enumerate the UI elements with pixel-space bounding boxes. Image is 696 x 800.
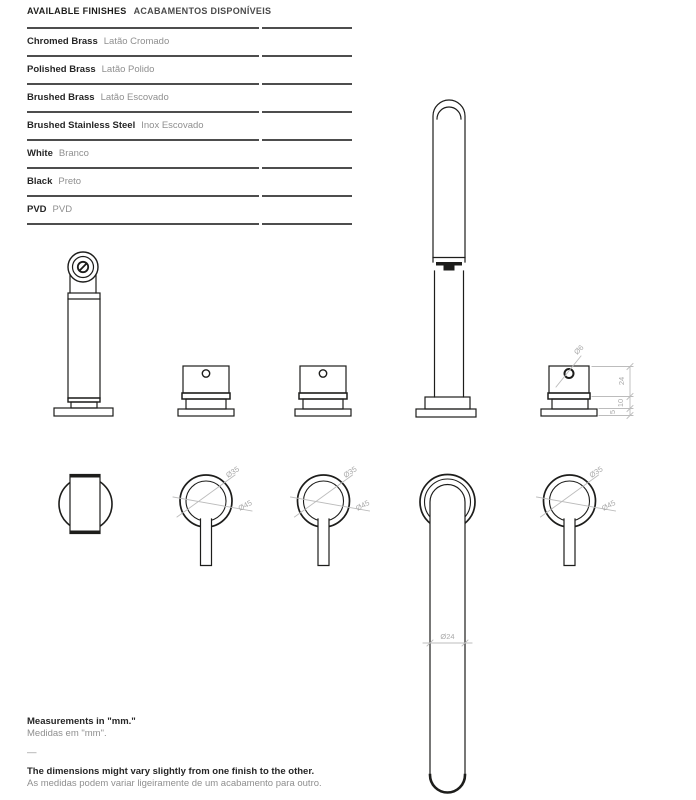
variation-note-en: The dimensions might vary slightly from one finish to the other.: [27, 766, 315, 777]
handle-top-view: [291, 464, 371, 565]
spout-top-view: [420, 475, 475, 793]
screw-slot: [80, 264, 87, 271]
spout-outline: [433, 100, 465, 262]
handle-lever: [564, 519, 575, 566]
notes-separator: —: [27, 747, 37, 758]
dim-label-outer-diameter: Ø45: [354, 498, 371, 513]
finish-name-pt: Latão Polido: [101, 64, 155, 76]
table-rule: [27, 223, 352, 225]
finish-name-pt: Preto: [58, 176, 82, 188]
available-finishes-table: [27, 0, 352, 225]
handle-top-view: [537, 464, 617, 565]
finish-name-pt: PVD: [52, 204, 73, 216]
dim-label-base-height: 10: [616, 398, 625, 408]
dim-label-plate-height: 5: [608, 409, 617, 415]
dim-label-inner-diameter: Ø35: [587, 464, 605, 480]
finish-name-pt: Latão Escovado: [100, 92, 169, 104]
finishes-title-en: AVAILABLE FINISHES: [27, 6, 127, 16]
handshower-side-view: [54, 252, 113, 416]
dim-label-tube-diameter: Ø24: [440, 632, 455, 641]
finish-name-en: Brushed Brass: [27, 92, 95, 104]
dim-label-pin-diameter: Ø6: [572, 342, 586, 357]
dim-label-body-height: 24: [617, 376, 626, 386]
finish-name-en: PVD: [27, 204, 47, 216]
measurements-note-en: Measurements in "mm.": [27, 716, 136, 727]
finish-row: [27, 197, 352, 224]
spout-side-view: [416, 100, 476, 417]
measurements-note-pt: Medidas em "mm".: [27, 728, 107, 739]
handle-lever: [201, 519, 212, 566]
finish-row: [27, 169, 352, 196]
finish-row: [27, 85, 352, 112]
finish-row: [27, 141, 352, 168]
finish-name-en: Black: [27, 176, 53, 188]
dim-label-outer-diameter: Ø45: [236, 498, 254, 513]
handle-side-view: [178, 366, 234, 416]
aerator-nozzle: [436, 262, 462, 271]
dim-label-inner-diameter: Ø35: [224, 464, 241, 480]
finishes-title: [27, 0, 352, 27]
finish-name-pt: Branco: [58, 148, 89, 160]
footer-notes: [27, 716, 322, 790]
finish-name-en: Brushed Stainless Steel: [27, 120, 136, 132]
handle-lever: [318, 519, 329, 566]
dim-label-inner-diameter: Ø35: [341, 464, 359, 480]
finish-name-pt: Inox Escovado: [141, 120, 204, 132]
finish-name-en: Polished Brass: [27, 64, 96, 76]
handle-side-view-dimensioned: [541, 343, 633, 419]
handle-side-view: [295, 366, 351, 416]
variation-note-pt: As medidas podem variar ligeiramente de um acabamento para outro.: [27, 778, 322, 789]
finish-row: [27, 113, 352, 140]
dim-label-outer-diameter: Ø45: [600, 498, 617, 513]
finish-name-en: White: [27, 148, 53, 160]
finishes-title-pt: ACABAMENTOS DISPONÍVEIS: [133, 6, 272, 16]
finish-name-en: Chromed Brass: [27, 36, 98, 48]
finish-name-pt: Latão Cromado: [103, 36, 170, 48]
handle-top-view: [173, 464, 253, 565]
handshower-top-view: [59, 475, 112, 534]
finish-row: [27, 29, 352, 56]
finish-row: [27, 57, 352, 84]
